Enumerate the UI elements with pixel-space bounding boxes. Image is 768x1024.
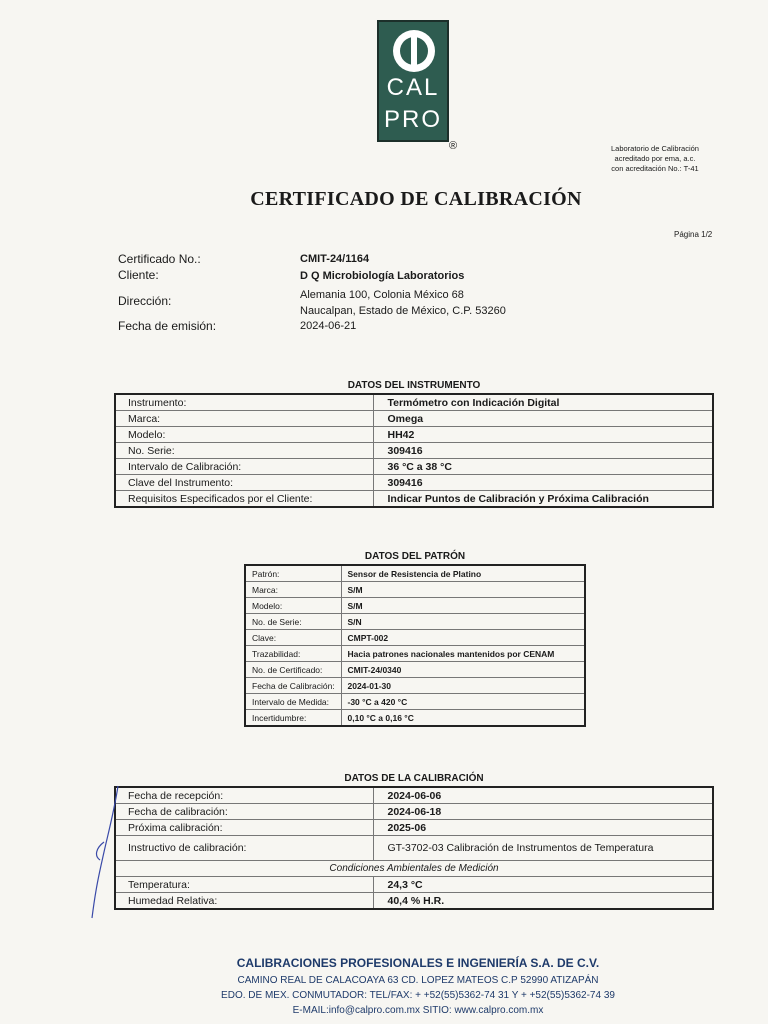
page-number: Página 1/2	[674, 230, 713, 239]
table-row	[115, 459, 713, 475]
table-row	[245, 614, 585, 630]
table-row	[115, 893, 713, 910]
address-label: Dirección:	[118, 294, 172, 308]
table-row	[115, 787, 713, 804]
table-row	[245, 662, 585, 678]
table-row	[115, 411, 713, 427]
footer-phone: EDO. DE MEX. CONMUTADOR: TEL/FAX: + +52(55)5362-74 31 Y + +52(55)5362-74 39	[221, 990, 615, 1001]
logo-line-1: CAL	[386, 74, 440, 101]
table-row	[115, 394, 713, 411]
reception-label: Fecha de recepción:	[115, 787, 373, 804]
table-row	[115, 443, 713, 459]
row-label: Clave:	[245, 630, 341, 646]
table-row	[115, 877, 713, 893]
table-row	[245, 678, 585, 694]
row-value: -30 °C a 420 °C	[341, 694, 585, 710]
row-value: 0,10 °C a 0,16 °C	[341, 710, 585, 727]
row-label: Clave del Instrumento:	[115, 475, 373, 491]
table-row	[115, 820, 713, 836]
row-label: No. de Serie:	[245, 614, 341, 630]
row-value: S/M	[341, 582, 585, 598]
row-value: 2024-01-30	[341, 678, 585, 694]
humidity-value: 40,4 % H.R.	[373, 893, 713, 910]
row-value: Termómetro con Indicación Digital	[373, 394, 713, 411]
row-value: HH42	[373, 427, 713, 443]
standard-section-title: DATOS DEL PATRÓN	[364, 551, 466, 562]
row-label: Requisitos Especificados por el Cliente:	[115, 491, 373, 508]
row-value: 309416	[373, 443, 713, 459]
table-row	[245, 710, 585, 727]
row-value: Omega	[373, 411, 713, 427]
table-row	[245, 598, 585, 614]
footer-address: CAMINO REAL DE CALACOAYA 63 CD. LOPEZ MATEOS C.P 52990 ATIZAPÁN	[237, 975, 599, 986]
row-value: Indicar Puntos de Calibración y Próxima Calibración	[373, 491, 713, 508]
row-label: Marca:	[115, 411, 373, 427]
row-label: Patrón:	[245, 565, 341, 582]
standard-table	[244, 564, 586, 727]
row-label: Trazabilidad:	[245, 646, 341, 662]
next-cal-value: 2025-06	[373, 820, 713, 836]
instrument-section-title: DATOS DEL INSTRUMENTO	[347, 380, 481, 391]
cal-date-value: 2024-06-18	[373, 804, 713, 820]
row-value: 36 °C a 38 °C	[373, 459, 713, 475]
row-value: Sensor de Resistencia de Platino	[341, 565, 585, 582]
calibration-section-title: DATOS DE LA CALIBRACIÓN	[344, 773, 484, 784]
instructive-label: Instructivo de calibración:	[115, 836, 373, 861]
reception-value: 2024-06-06	[373, 787, 713, 804]
footer-contact: E-MAIL:info@calpro.com.mx SITIO: www.calpro.com.mx	[292, 1005, 544, 1016]
table-row	[245, 582, 585, 598]
logo-emblem-icon	[390, 27, 438, 75]
table-row	[115, 804, 713, 820]
accreditation-note: Laboratorio de Calibración acreditado por ema, a.c. con acreditación No.: T-41	[611, 144, 699, 173]
document-title: CERTIFICADO DE CALIBRACIÓN	[250, 188, 582, 210]
row-value: S/M	[341, 598, 585, 614]
issue-date-label: Fecha de emisión:	[118, 319, 217, 333]
cert-value: CMIT-24/1164	[300, 253, 370, 265]
row-value: S/N	[341, 614, 585, 630]
row-value: CMPT-002	[341, 630, 585, 646]
client-value: D Q Microbiología Laboratorios	[300, 270, 465, 282]
instrument-table	[114, 393, 714, 508]
registered-mark: ®	[449, 140, 458, 152]
row-label: Intervalo de Calibración:	[115, 459, 373, 475]
issue-date-value: 2024-06-21	[300, 320, 357, 332]
address-line-1: Alemania 100, Colonia México 68	[300, 289, 464, 301]
calpro-logo	[377, 20, 449, 142]
calibration-table	[114, 786, 714, 910]
table-row	[245, 565, 585, 582]
table-row	[245, 694, 585, 710]
temperature-value: 24,3 °C	[373, 877, 713, 893]
next-cal-label: Próxima calibración:	[115, 820, 373, 836]
conditions-heading: Condiciones Ambientales de Medición	[115, 861, 713, 877]
temperature-label: Temperatura:	[115, 877, 373, 893]
row-label: Instrumento:	[115, 394, 373, 411]
row-label: Modelo:	[245, 598, 341, 614]
address-line-2: Naucalpan, Estado de México, C.P. 53260	[300, 305, 506, 317]
row-value: CMIT-24/0340	[341, 662, 585, 678]
table-row	[115, 836, 713, 861]
row-label: No. de Certificado:	[245, 662, 341, 678]
table-row	[115, 475, 713, 491]
instructive-value: GT-3702-03 Calibración de Instrumentos de Temperatura	[373, 836, 713, 861]
table-row	[245, 646, 585, 662]
row-value: Hacia patrones nacionales mantenidos por CENAM	[341, 646, 585, 662]
table-row	[115, 427, 713, 443]
humidity-label: Humedad Relativa:	[115, 893, 373, 910]
row-label: Fecha de Calibración:	[245, 678, 341, 694]
footer-company: CALIBRACIONES PROFESIONALES E INGENIERÍA S.A. DE C.V.	[236, 956, 600, 970]
row-value: 309416	[373, 475, 713, 491]
table-row	[115, 861, 713, 877]
row-label: Marca:	[245, 582, 341, 598]
row-label: Intervalo de Medida:	[245, 694, 341, 710]
signature-icon	[84, 782, 124, 922]
cal-date-label: Fecha de calibración:	[115, 804, 373, 820]
table-row	[115, 491, 713, 508]
row-label: No. Serie:	[115, 443, 373, 459]
row-label: Incertidumbre:	[245, 710, 341, 727]
client-label: Cliente:	[118, 268, 159, 282]
table-row	[245, 630, 585, 646]
cert-label: Certificado No.:	[118, 252, 201, 266]
row-label: Modelo:	[115, 427, 373, 443]
logo-line-2: PRO	[383, 106, 442, 133]
